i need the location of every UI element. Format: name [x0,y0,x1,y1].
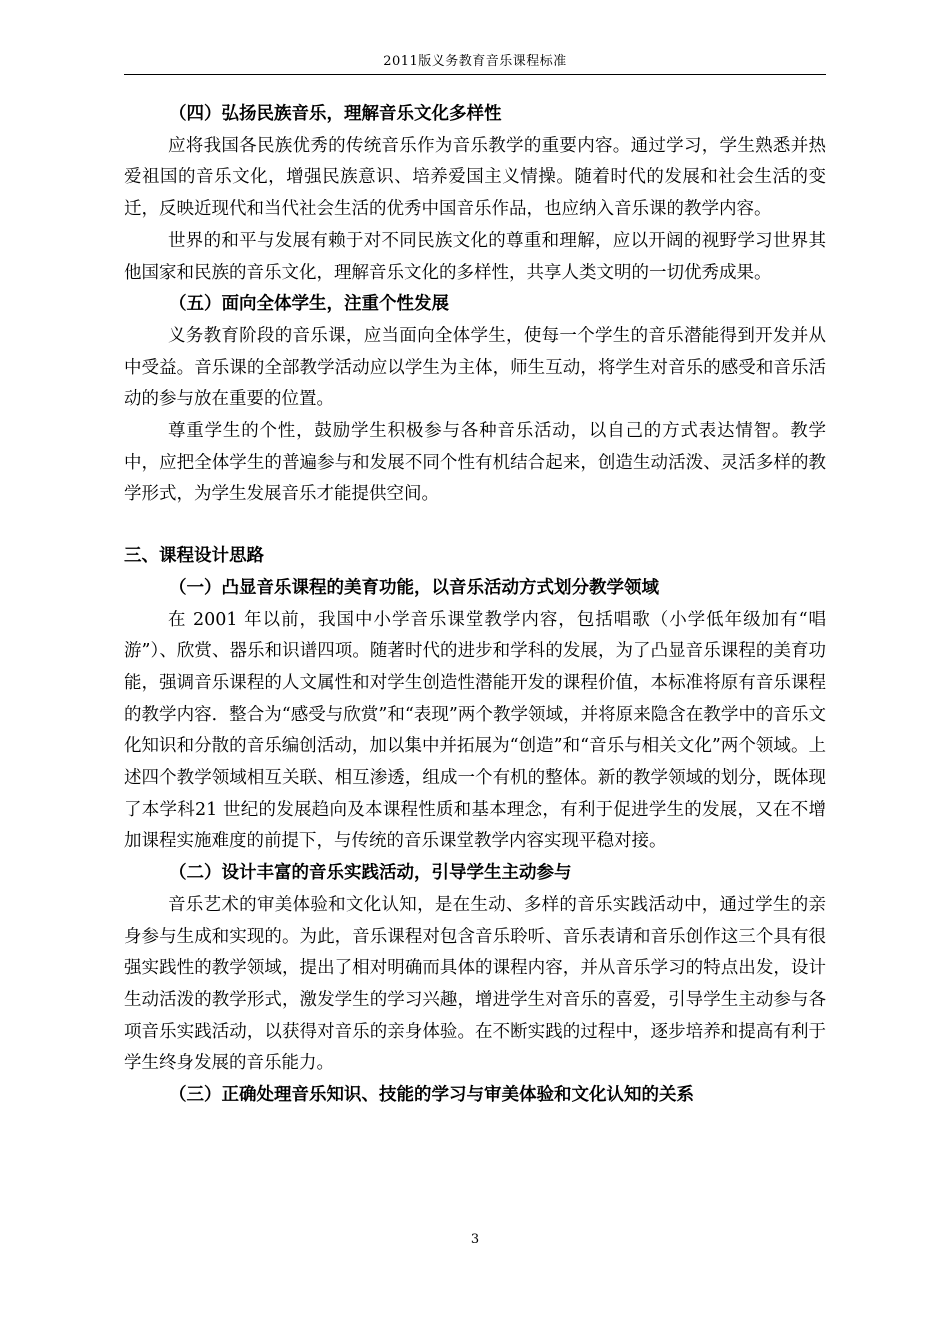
subsection-heading-3: （三）正确处理音乐知识、技能的学习与审美体验和文化认知的关系 [169,1085,694,1106]
subsection-heading-1: （一）凸显音乐课程的美育功能，以音乐活动方式划分教学领域 [169,577,659,598]
paragraph: 世界的和平与发展有赖于对不同民族文化的尊重和理解，应以开阔的视野学习世界其他国家和民族的音乐文化，理解音乐文化的多样性，共享人类文明的一切优秀成果。 [124,230,826,283]
paragraph: 在 2001 年以前，我国中小学音乐课堂教学内容，包括唱歌（小学低年级加有“唱游”）、欣赏、器乐和识谱四项。随著时代的进步和学科的发展，为了凸显音乐课程的美育功能，强调音乐课程的人文属性和对学生创造性潜能开发的课程价值，本标准将原有音乐课程的教学内容．整合为“感受与欣赏”和“表现”两个教学领域，并将原来隐含在教学中的音乐文化知识和分散的音乐编创活动，加以集中并拓展为“创造”和“音乐与相关文化”两个领域。上述四个教学领域相互关联、相互渗透，组成一个有机的整体。新的教学领域的划分，既体现了本学科21 世纪的发展趋向及本课程性质和基本理念，有利于促进学生的发展，又在不增加课程实施难度的前提下，与传统的音乐课堂教学内容实现平稳对接。 [124,609,826,852]
document-title: 2011版义务教育音乐课程标准 [383,54,567,69]
part-heading-3: 三、课程设计思路 [124,546,264,567]
section-spacer [124,511,826,541]
document-body [124,99,826,1112]
subsection-heading-2: （二）设计丰富的音乐实践活动，引导学生主动参与 [169,863,572,884]
page-number: 3 [470,1232,480,1247]
paragraph: 尊重学生的个性，鼓励学生积极参与各种音乐活动，以自己的方式表达情智。教学中，应把全体学生的普遍参与和发展不同个性有机结合起来，创造生动活泼、灵活多样的教学形式，为学生发展音乐才能提供空间。 [124,421,826,505]
page-header [124,44,826,75]
paragraph: 应将我国各民族优秀的传统音乐作为音乐教学的重要内容。通过学习，学生熟悉并热爱祖国的音乐文化，增强民族意识、培养爱国主义情操。随着时代的发展和社会生活的变迁，反映近现代和当代社会生活的优秀中国音乐作品，也应纳入音乐课的教学内容。 [124,135,826,220]
paragraph: 音乐艺术的审美体验和文化认知，是在生动、多样的音乐实践活动中，通过学生的亲身参与生成和实现的。为此，音乐课程对包含音乐聆听、音乐表请和音乐创作这三个具有很强实践性的教学领域，提出了相对明确而具体的课程内容，并从音乐学习的特点出发，设计生动活泼的教学形式，激发学生的学习兴趣，增进学生对音乐的喜爱，引导学生主动参与各项音乐实践活动，以获得对音乐的亲身体验。在不断实践的过程中，逐步培养和提高有利于学生终身发展的音乐能力。 [124,894,826,1074]
paragraph: 义务教育阶段的音乐课，应当面向全体学生，使每一个学生的音乐潜能得到开发并从中受益。音乐课的全部教学活动应以学生为主体，师生互动，将学生对音乐的感受和音乐活动的参与放在重要的位置。 [124,325,826,410]
section-heading-5: （五）面向全体学生，注重个性发展 [169,294,449,315]
section-heading-4: （四）弘扬民族音乐，理解音乐文化多样性 [169,104,502,124]
